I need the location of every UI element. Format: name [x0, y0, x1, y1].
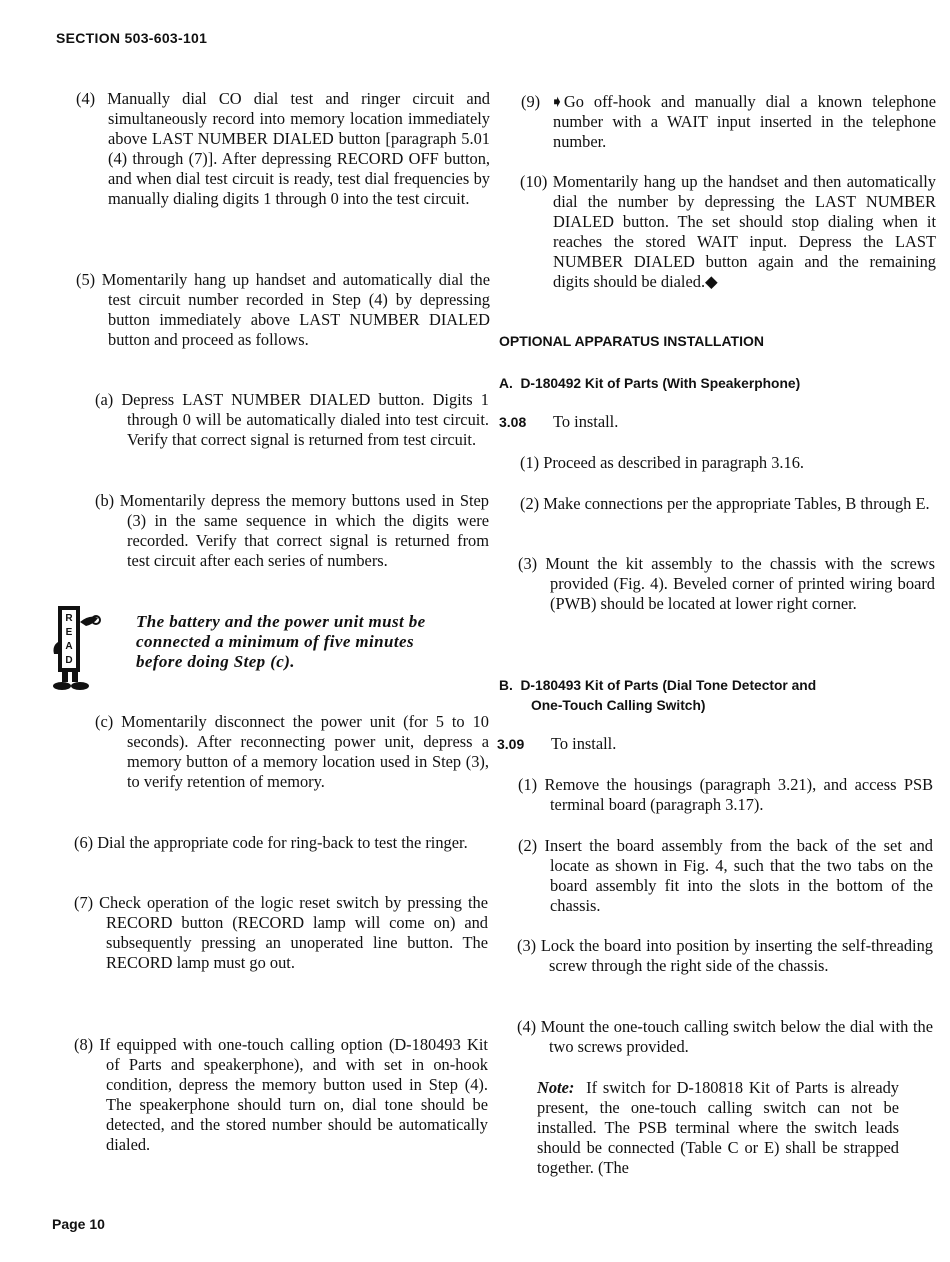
- step-10: (10) Momentarily hang up the handset and then automatically dial the number by depressing the LAST NUMBER DIALED button. The set should stop dialing when it reaches the stored WAIT input. Depress the LAST NUMBER DIALED button again and the remaining digits should be dialed.◆: [520, 172, 936, 292]
- warning-text: The battery and the power unit must be connected a minimum of five minutes before doing Step (c).: [136, 612, 426, 671]
- page-number: Page 10: [52, 1216, 105, 1232]
- paragraph-308-text: To install.: [553, 412, 619, 431]
- kit-b-step-4: (4) Mount the one-touch calling switch below the dial with the two screws provided.: [517, 1017, 933, 1057]
- kit-b-step-2: (2) Insert the board assembly from the back of the set and locate as shown in Fig. 4, such that the two tabs on the board assembly fit into the slots in the bottom of the chassis.: [518, 836, 933, 916]
- read-warning-icon: [52, 602, 118, 697]
- read-icon-letter-r: R: [65, 613, 73, 624]
- step-5a: (a) Depress LAST NUMBER DIALED button. Digits 1 through 0 will be automatically dialed into test circuit. Verify that correct signal is returned from test circuit.: [95, 390, 489, 450]
- read-icon-letter-e: E: [65, 627, 73, 638]
- step-4: (4) Manually dial CO dial test and ringer circuit and simultaneously record into memory location immediately above LAST NUMBER DIALED button [paragraph 5.01 (4) through (7)]. After depressing RECORD OFF button, and when dial test circuit is ready, test dial frequencies by manually dialing digits 1 through 0 into the test circuit.: [76, 89, 490, 209]
- step-7: (7) Check operation of the logic reset switch by pressing the RECORD button (RECORD lamp will come on) and subsequently pressing an unoperated line button. The RECORD lamp must go out.: [74, 893, 488, 973]
- paragraph-number-308: 3.08: [499, 414, 527, 430]
- step-8: (8) If equipped with one-touch calling option (D-180493 Kit of Parts and speakerphone), and with set in on-hook condition, depress the memory button used in Step (4). The speakerphone should turn on, dial tone should be detected, and the stored number should be automatically dialed.: [74, 1035, 488, 1155]
- note-text: If switch for D-180818 Kit of Parts is already present, the one-touch calling switch can not be installed. The PSB terminal where the switch leads should be connected (Table C or E) shall be strapped together. (The: [537, 1078, 900, 1178]
- step-6: (6) Dial the appropriate code for ring-back to test the ringer.: [74, 833, 468, 852]
- heading-kit-b: B. D-180493 Kit of Parts (Dial Tone Detector and: [499, 678, 817, 693]
- paragraph-309-text: To install.: [551, 734, 617, 753]
- heading-kit-b-line2: One-Touch Calling Switch): [531, 698, 706, 713]
- kit-a-step-2: (2) Make connections per the appropriate Tables, B through E.: [520, 494, 930, 513]
- kit-b-step-1: (1) Remove the housings (paragraph 3.21), and access PSB terminal board (paragraph 3.17).: [518, 775, 933, 815]
- paragraph-number-309: 3.09: [497, 736, 525, 752]
- read-icon-letter-d: D: [65, 655, 73, 666]
- note-label: Note:: [537, 1078, 575, 1097]
- kit-b-step-3: (3) Lock the board into position by inserting the self-threading screw through the right side of the chassis.: [517, 936, 933, 976]
- kit-a-step-1: (1) Proceed as described in paragraph 3.16.: [520, 453, 804, 472]
- heading-optional-apparatus: OPTIONAL APPARATUS INSTALLATION: [499, 333, 764, 349]
- step-9: (9) ➧Go off-hook and manually dial a known telephone number with a WAIT input inserted in the telephone number.: [521, 92, 936, 152]
- step-5c: (c) Momentarily disconnect the power unit (for 5 to 10 seconds). After reconnecting power unit, depress a memory button of a memory location used in Step (3), to verify retention of memory.: [95, 712, 489, 792]
- read-icon-letter-a: A: [65, 641, 73, 652]
- kit-a-step-3: (3) Mount the kit assembly to the chassis with the screws provided (Fig. 4). Beveled corner of printed wiring board (PWB) should be located at lower right corner.: [518, 554, 935, 614]
- section-header: SECTION 503-603-101: [56, 30, 208, 46]
- note-paragraph: [537, 1078, 899, 1178]
- step-5: (5) Momentarily hang up handset and automatically dial the test circuit number recorded in Step (4) by depressing button immediately above LAST NUMBER DIALED button and proceed as follows.: [76, 270, 490, 350]
- step-5b: (b) Momentarily depress the memory buttons used in Step (3) in the same sequence in which the digits were recorded. Verify that correct signal is returned from test circuit after each series of numbers.: [95, 491, 489, 571]
- heading-kit-a: A. D-180492 Kit of Parts (With Speakerphone): [499, 376, 801, 391]
